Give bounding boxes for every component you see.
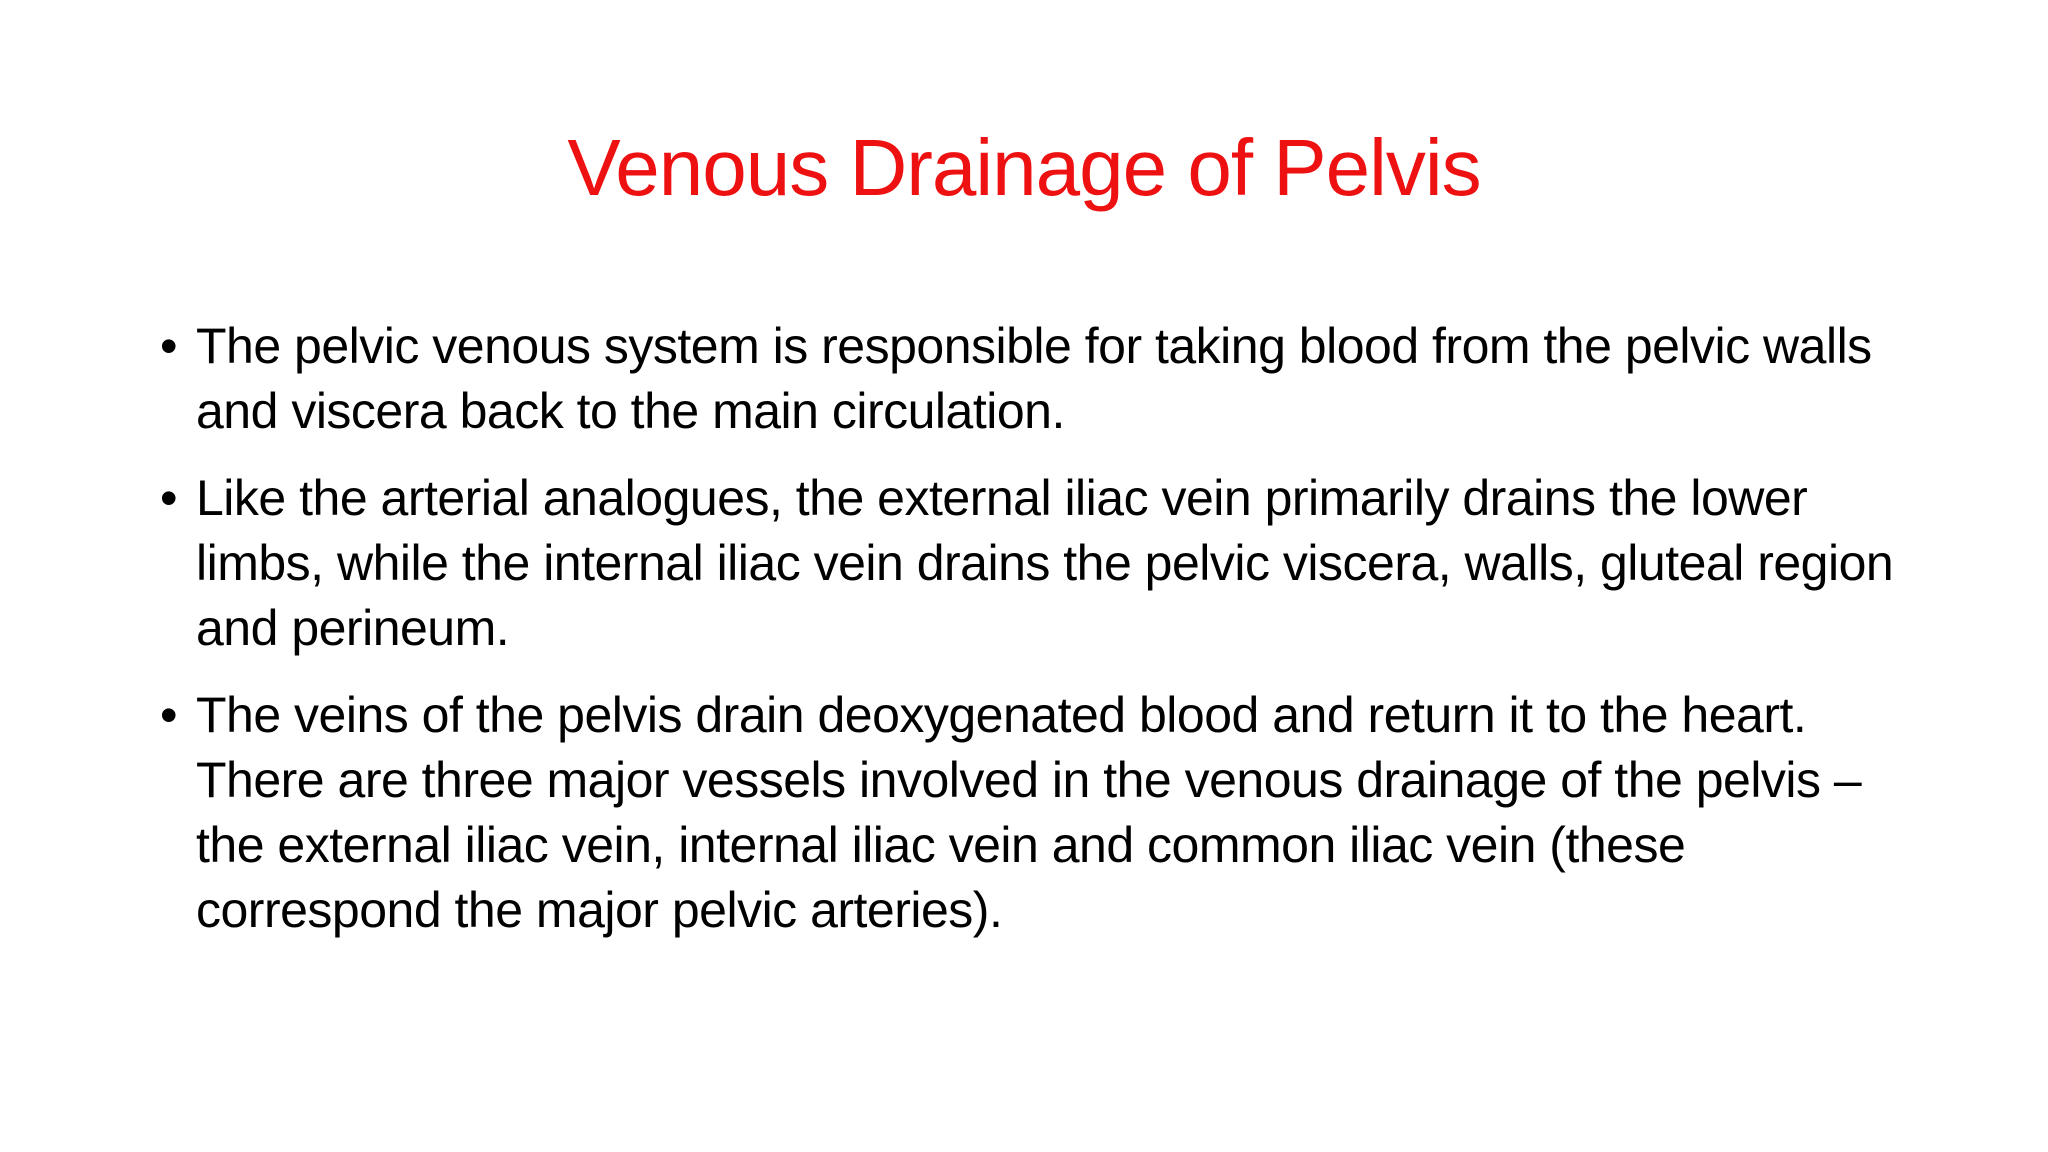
bullet-item: [160, 466, 1920, 661]
bullet-list: [160, 314, 1920, 965]
bullet-item: [160, 314, 1920, 444]
bullet-item: [160, 683, 1920, 943]
bullet-text: Like the arterial analogues, the external iliac vein primarily drains the lower limbs, while the internal iliac vein drains the pelvic viscera, walls, gluteal region and perineum.: [196, 470, 1894, 656]
slide-title: Venous Drainage of Pelvis: [567, 123, 1481, 212]
bullet-text: The veins of the pelvis drain deoxygenated blood and return it to the heart. There are three major vessels involved in the venous drainage of the pelvis – the external iliac vein, internal iliac vein and common iliac vein (these correspond the major pelvic arteries).: [196, 687, 1862, 938]
bullet-text: The pelvic venous system is responsible for taking blood from the pelvic walls and viscera back to the main circulation.: [196, 318, 1872, 439]
bullet-icon: •: [160, 318, 178, 374]
bullet-icon: •: [160, 687, 178, 743]
bullet-icon: •: [160, 470, 178, 526]
